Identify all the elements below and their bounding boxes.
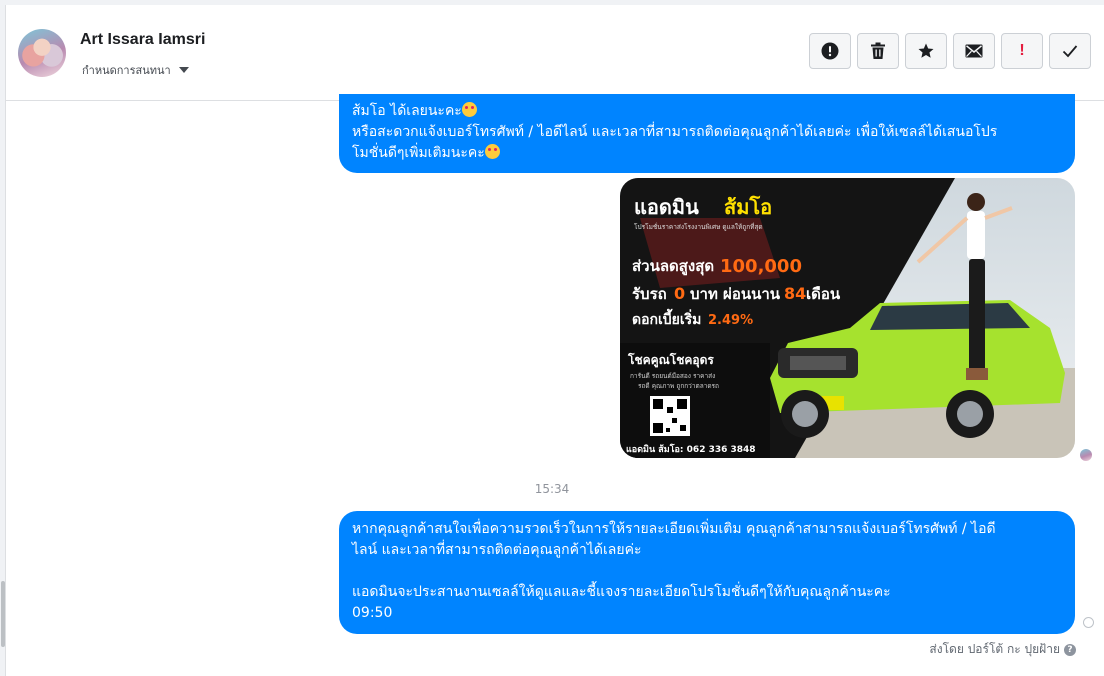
- message-blank-line: [352, 561, 1062, 582]
- ad-tagline: โปรโมชั่นราคาส่งโรงงานพิเศษ ดูแลให้ถูกที่สุด: [634, 223, 763, 231]
- star-button[interactable]: [905, 33, 947, 69]
- ad-brand-a: แอดมิน: [634, 195, 699, 219]
- smiling-face-with-hearts-icon: [462, 102, 477, 117]
- delete-button[interactable]: [857, 33, 899, 69]
- ad-down-a: รับรถ: [632, 285, 667, 303]
- sent-by-label: [929, 640, 1076, 659]
- ad-down-b: บาท ผ่อนนาน: [690, 285, 781, 303]
- promotion-image: [620, 178, 1075, 458]
- ad-dealer-line2: รถดี คุณภาพ ถูกกว่าตลาดรถ: [638, 382, 719, 390]
- message-line: โมชั่นดีๆเพิ่มเติมนะคะ: [352, 143, 1062, 164]
- message-line: ส้มโอ ได้เลยนะคะ: [352, 101, 1062, 122]
- message-line: หากคุณลูกค้าสนใจเพื่อความรวดเร็วในการให้รายละเอียดเพิ่มเติม คุณลูกค้าสามารถแจ้งเบอร์โทรศัพท์ / ไอดี: [352, 521, 996, 537]
- mark-unread-button[interactable]: [953, 33, 995, 69]
- envelope-icon: [965, 44, 983, 58]
- ad-down-value: 0: [674, 284, 686, 303]
- message-timestamp: 15:34: [534, 482, 570, 496]
- message-line: ไลน์ และเวลาที่สามารถติดต่อคุณลูกค้าได้เลยค่ะ: [352, 542, 642, 558]
- conversation-label-dropdown[interactable]: [82, 61, 189, 79]
- ad-interest-value: 2.49%: [708, 313, 754, 328]
- message-line: แอดมินจะประสานงานเซลล์ให้ดูแลและชี้แจงรายละเอียดโปรโมชั่นดีๆให้กับคุณลูกค้านะคะ: [352, 584, 891, 600]
- conversation-toolbar: [809, 33, 1091, 69]
- caret-down-icon: [179, 67, 189, 73]
- smiling-face-with-hearts-icon: [485, 144, 500, 159]
- checkmark-icon: [1062, 44, 1078, 58]
- star-icon: [917, 42, 935, 60]
- ad-dealer-name: โชคคูณโชคอุดร: [628, 353, 714, 367]
- outgoing-message-bubble[interactable]: [339, 511, 1075, 634]
- mark-important-button[interactable]: [1001, 33, 1043, 69]
- ad-months-value: 84: [784, 284, 807, 303]
- ad-discount-label: ส่วนลดสูงสุด: [632, 257, 715, 275]
- seen-avatar-indicator: [1080, 449, 1092, 461]
- outgoing-message-bubble[interactable]: [339, 94, 1075, 173]
- ad-brand-b: ส้มโอ: [724, 195, 773, 219]
- conversation-header: [6, 5, 1104, 101]
- scrollbar-thumb[interactable]: [1, 581, 5, 647]
- ad-months-unit: เดือน: [806, 285, 841, 303]
- ad-discount-value: 100,000: [720, 256, 802, 277]
- exclamation-icon: !: [1019, 42, 1025, 59]
- contact-name[interactable]: Art Issara Iamsri: [80, 31, 206, 48]
- trash-icon: [870, 42, 886, 60]
- message-line: หรือสะดวกแจ้งเบอร์โทรศัพท์ / ไอดีไลน์ และเวลาที่สามารถติดต่อคุณลูกค้าได้เลยค่ะ เพื่อให้เซลล์ได้เสนอโปร: [352, 124, 998, 140]
- mark-done-button[interactable]: [1049, 33, 1091, 69]
- promotion-image-attachment[interactable]: [620, 178, 1075, 458]
- ad-interest-label: ดอกเบี้ยเริ่ม: [632, 312, 702, 328]
- message-time: 09:50: [352, 605, 393, 621]
- alert-circle-icon: [821, 42, 839, 60]
- ad-dealer-line1: การันตี รถยนต์มือสอง ราคาส่ง: [630, 372, 716, 380]
- sent-by-text: ส่งโดย ปอร์โต้ กะ ปุยฝ้าย: [929, 642, 1060, 656]
- ad-contact: แอดมิน ส้มโอ: 062 336 3848: [626, 445, 756, 455]
- contact-avatar[interactable]: [18, 29, 66, 77]
- sent-status-icon: [1083, 617, 1094, 628]
- qr-code: [650, 396, 690, 436]
- left-scrollbar-track[interactable]: [0, 5, 6, 676]
- help-icon[interactable]: ?: [1064, 644, 1076, 656]
- conversation-label-text: กำหนดการสนทนา: [82, 64, 171, 77]
- report-button[interactable]: [809, 33, 851, 69]
